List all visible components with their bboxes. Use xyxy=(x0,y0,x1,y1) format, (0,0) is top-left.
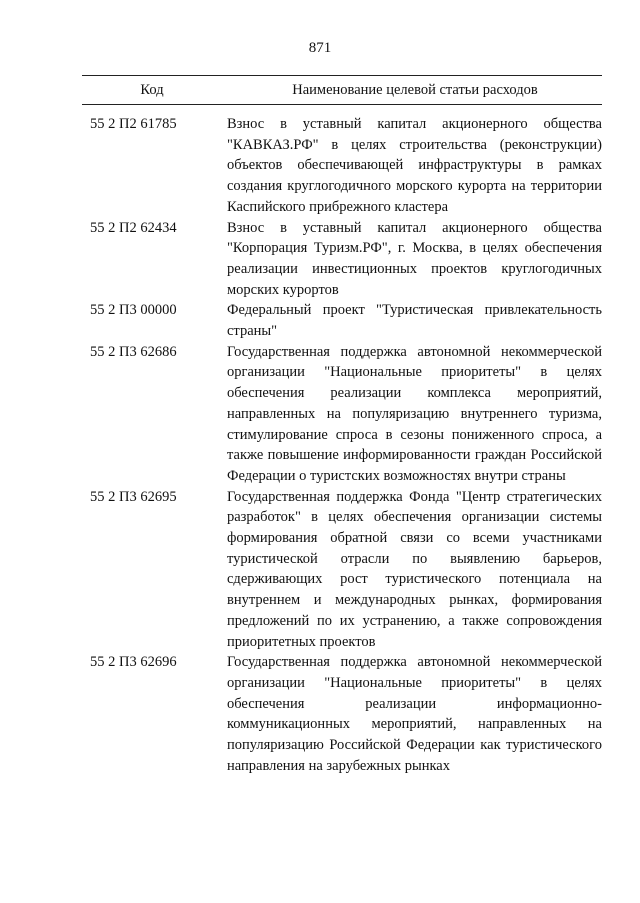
budget-items-table xyxy=(82,114,602,777)
column-header-code: Код xyxy=(140,81,164,98)
table-row xyxy=(82,487,602,653)
row-code: 55 2 П3 62695 xyxy=(90,488,177,505)
table-row xyxy=(82,218,602,301)
table-row xyxy=(82,342,602,487)
column-header-name: Наименование целевой статьи расходов xyxy=(292,81,538,98)
table-header xyxy=(82,75,602,105)
table-row xyxy=(82,114,602,218)
page-number: 871 xyxy=(308,40,332,56)
row-name: Государственная поддержка Фонда "Центр стратегических разработок" в целях обеспечения организации системы формирования обратной связи со всеми участниками туристической отрасли по выявлению барьеров, сдерживающих рост туристического потенциала на внутреннем и международных рынках, формирования предложений по их устранению, а также сопровождения приоритетных проектов xyxy=(227,488,602,650)
row-name: Государственная поддержка автономной некоммерческой организации "Национальные приоритеты" в целях обеспечения реализации комплекса мероприятий, направленных на популяризацию внутреннего туризма, стимулирование спроса в сезоны пониженного спроса, а также повышение информированности граждан Российской Федерации о туристских возможностях внутри страны xyxy=(227,343,602,484)
table-row xyxy=(82,652,602,776)
row-code: 55 2 П3 00000 xyxy=(90,302,177,319)
row-code: 55 2 П3 62686 xyxy=(90,343,177,360)
row-name: Взнос в уставный капитал акционерного общества "Корпорация Туризм.РФ", г. Москва, в целях обеспечения реализации инвестиционных проектов круглогодичных морских курортов xyxy=(227,219,602,298)
table-row xyxy=(82,300,602,341)
row-code: 55 2 П3 62696 xyxy=(90,654,177,671)
row-name: Взнос в уставный капитал акционерного общества "КАВКАЗ.РФ" в целях строительства (реконструкции) объектов обеспечивающей инфраструктуры в рамках создания круглогодичного морского курорта на территории Каспийского прибрежного кластера xyxy=(227,116,602,215)
row-code: 55 2 П2 61785 xyxy=(90,116,177,132)
row-name: Федеральный проект "Туристическая привлекательность страны" xyxy=(227,302,602,340)
row-name: Государственная поддержка автономной некоммерческой организации "Национальные приоритеты" в целях обеспечения реализации информационно-коммуникационных мероприятий, направленных на популяризацию Российской Федерации как туристического направления на зарубежных рынках xyxy=(227,654,602,774)
row-code: 55 2 П2 62434 xyxy=(90,219,177,236)
